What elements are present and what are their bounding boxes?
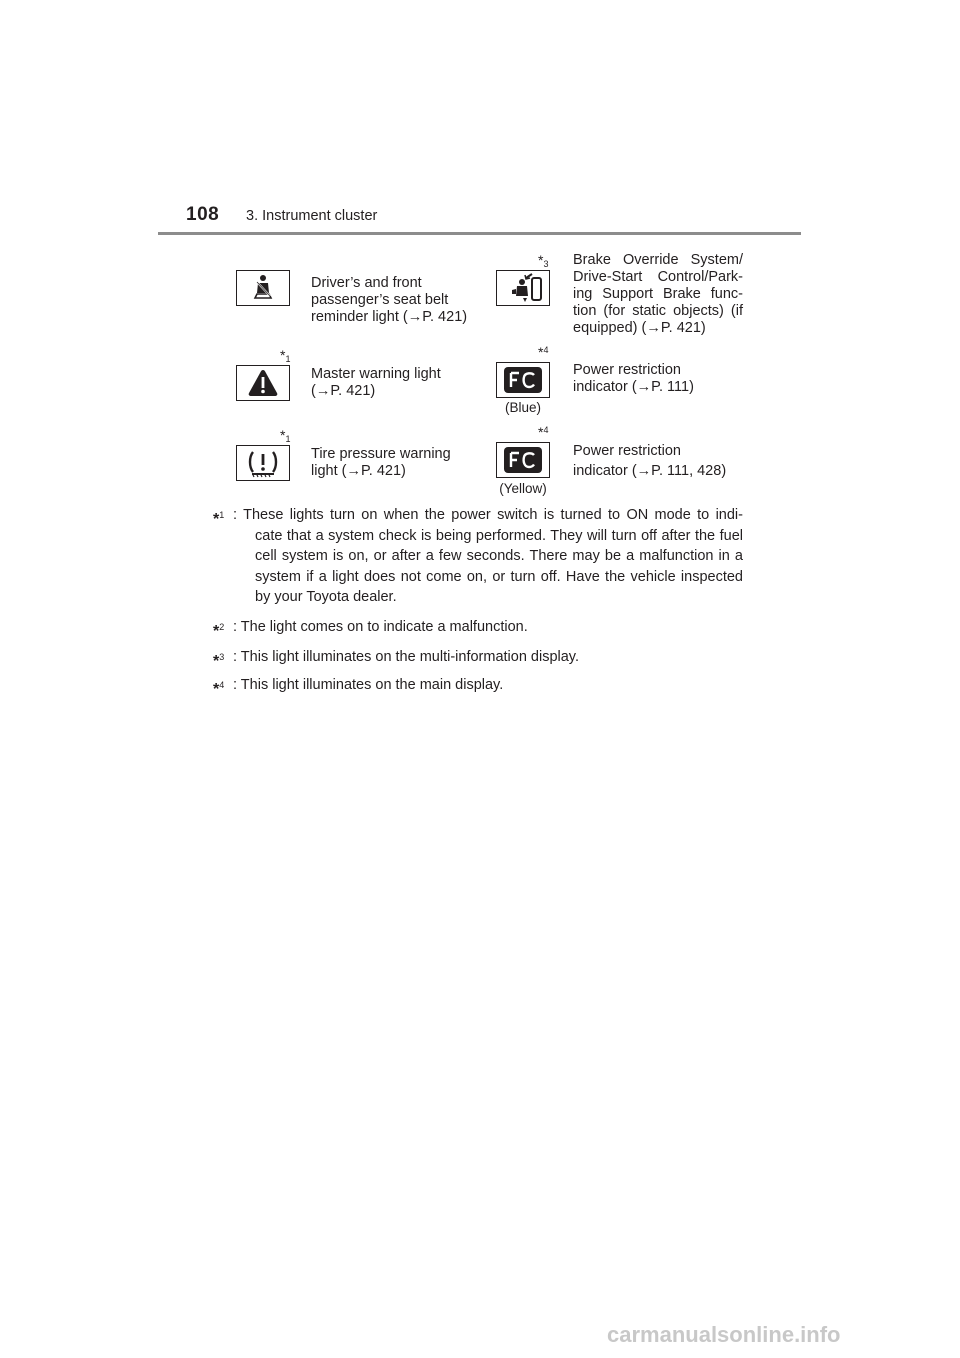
brake-override-description: Brake Override System/ Drive-Start Control/Park- ing Support Brake func- tion (for static objects) (if equipped) (→P. 421) bbox=[573, 252, 743, 336]
master-warning-description: Master warning light (→P. 421) bbox=[311, 366, 441, 399]
tire-pressure-description: Tire pressure warning light (→P. 421) bbox=[311, 446, 451, 479]
footnote-3: *$^3$ : This light illuminates on the multi-information display. bbox=[213, 649, 580, 670]
fc-icon-blue bbox=[496, 362, 550, 398]
watermark: carmanualsonline.info bbox=[607, 1322, 841, 1347]
section-title: 3. Instrument cluster bbox=[246, 208, 378, 224]
footnote-marker: $*_1$ bbox=[280, 347, 291, 364]
footnote-marker: *$^4$ bbox=[538, 424, 549, 440]
master-warning-icon bbox=[236, 365, 290, 401]
fc-icon-yellow bbox=[496, 442, 550, 478]
footnote-2: *$^2$ : The light comes on to indicate a malfunction. bbox=[213, 619, 528, 640]
header-rule bbox=[158, 232, 801, 235]
footnote-4: *$^4$ : This light illuminates on the main display. bbox=[213, 677, 504, 698]
fc-caption-yellow: (Yellow) bbox=[499, 481, 547, 496]
power-restriction-blue-description: Power restriction indicator (→P. 111) bbox=[573, 362, 694, 395]
power-restriction-yellow-description: Power restriction indicator (→P. 111, 428) bbox=[573, 443, 727, 479]
page-number: 108 bbox=[186, 204, 220, 225]
footnote-1: *$^1$ : These lights turn on when the power switch is turned to ON mode to indi- cate that a system check is being performed. They will turn off after the fuel cell system is on, or after a few seconds. There may be a malfunction in a system if a light does not come on, or turn off. Have the vehicle inspected by your Toyota dealer. bbox=[213, 507, 743, 605]
seat-belt-description: Driver’s and front passenger’s seat belt reminder light (→P. 421) bbox=[311, 275, 468, 325]
footnote-marker: *$^4$ bbox=[538, 344, 549, 360]
brake-override-icon bbox=[496, 270, 550, 306]
footnote-marker: $*_1$ bbox=[280, 427, 291, 444]
footnote-marker: $*_3$ bbox=[538, 252, 549, 269]
tire-pressure-icon bbox=[236, 445, 290, 481]
fc-caption-blue: (Blue) bbox=[504, 400, 541, 415]
seat-belt-icon bbox=[236, 270, 290, 306]
